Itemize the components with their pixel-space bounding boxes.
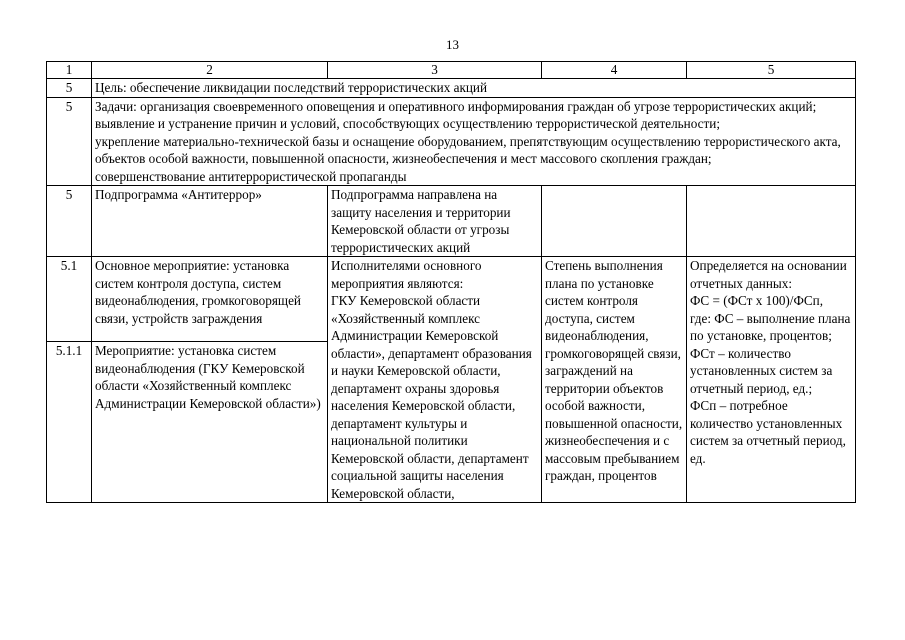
column-number-4: 4 xyxy=(542,62,687,79)
subprogram-description: Подпрограмма направлена на защиту населения и территории Кемеровской области от угрозы террористических акций xyxy=(328,186,542,257)
task-item: Задачи: организация своевременного оповещения и оперативного информирования граждан об угрозе террористических акций; xyxy=(95,98,817,114)
task-item: совершенствование антитеррористической пропаганды xyxy=(95,168,407,184)
measure-executors: Исполнителями основного мероприятия являются: ГКУ Кемеровской области «Хозяйственный комплекс Администрации Кемеровской области», департамент образования и науки Кемеровской области, департамент охраны здоровья населения Кемеровской области, департамент культуры и национальной политики Кемеровской области, департамент социальной защиты населения Кемеровской области, xyxy=(328,257,542,503)
subprogram-name: Подпрограмма «Антитеррор» xyxy=(92,186,328,257)
measure-5-1-number: 5.1 xyxy=(47,257,92,342)
program-table xyxy=(46,61,856,503)
measure-indicator: Степень выполнения плана по установке систем контроля доступа, систем видеонаблюдения, громкоговорящей связи, заграждений на территории объектов особой важности, повышенной опасности, жизнеобеспечения и с массовым пребыванием граждан, процентов xyxy=(542,257,687,503)
column-number-2: 2 xyxy=(92,62,328,79)
column-number-5: 5 xyxy=(687,62,856,79)
column-number-3: 3 xyxy=(328,62,542,79)
subprogram-indicator xyxy=(542,186,687,257)
page-number: 13 xyxy=(446,37,459,52)
table-header-row xyxy=(47,62,856,79)
task-item: укрепление материально-технической базы и оснащение оборудованием, препятствующим осуществлению террористического акта, объектов особой важности, повышенной опасности, жизнеобеспечения и мест массового скопления граждан; xyxy=(95,133,841,166)
tasks-row-number: 5 xyxy=(47,97,92,186)
subprogram-method xyxy=(687,186,856,257)
goal-row-number: 5 xyxy=(47,79,92,98)
measure-5-1-1-name: Мероприятие: установка систем видеонаблюдения (ГКУ Кемеровской области «Хозяйственный комплекс Администрации Кемеровской области») xyxy=(92,342,328,503)
subprogram-row xyxy=(47,186,856,257)
measure-calculation-method: Определяется на основании отчетных данных: ФС = (ФСт х 100)/ФСп, где: ФС – выполнение плана по установке, процентов; ФСт – количество установленных систем за отчетный период, ед.; ФСп – потребное количество установленных систем за отчетный период, ед. xyxy=(687,257,856,503)
tasks-cell xyxy=(92,97,856,186)
subprogram-row-number: 5 xyxy=(47,186,92,257)
goal-row xyxy=(47,79,856,98)
measure-5-1-row xyxy=(47,257,856,342)
goal-text: Цель: обеспечение ликвидации последствий террористических акций xyxy=(92,79,856,98)
task-item: выявление и устранение причин и условий, способствующих осуществлению террористической деятельности; xyxy=(95,116,720,131)
tasks-row xyxy=(47,97,856,186)
column-number-1: 1 xyxy=(47,62,92,79)
measure-5-1-name: Основное мероприятие: установка систем контроля доступа, систем видеонаблюдения, громкоговорящей связи, устройств заграждения xyxy=(92,257,328,342)
measure-5-1-1-number: 5.1.1 xyxy=(47,342,92,503)
